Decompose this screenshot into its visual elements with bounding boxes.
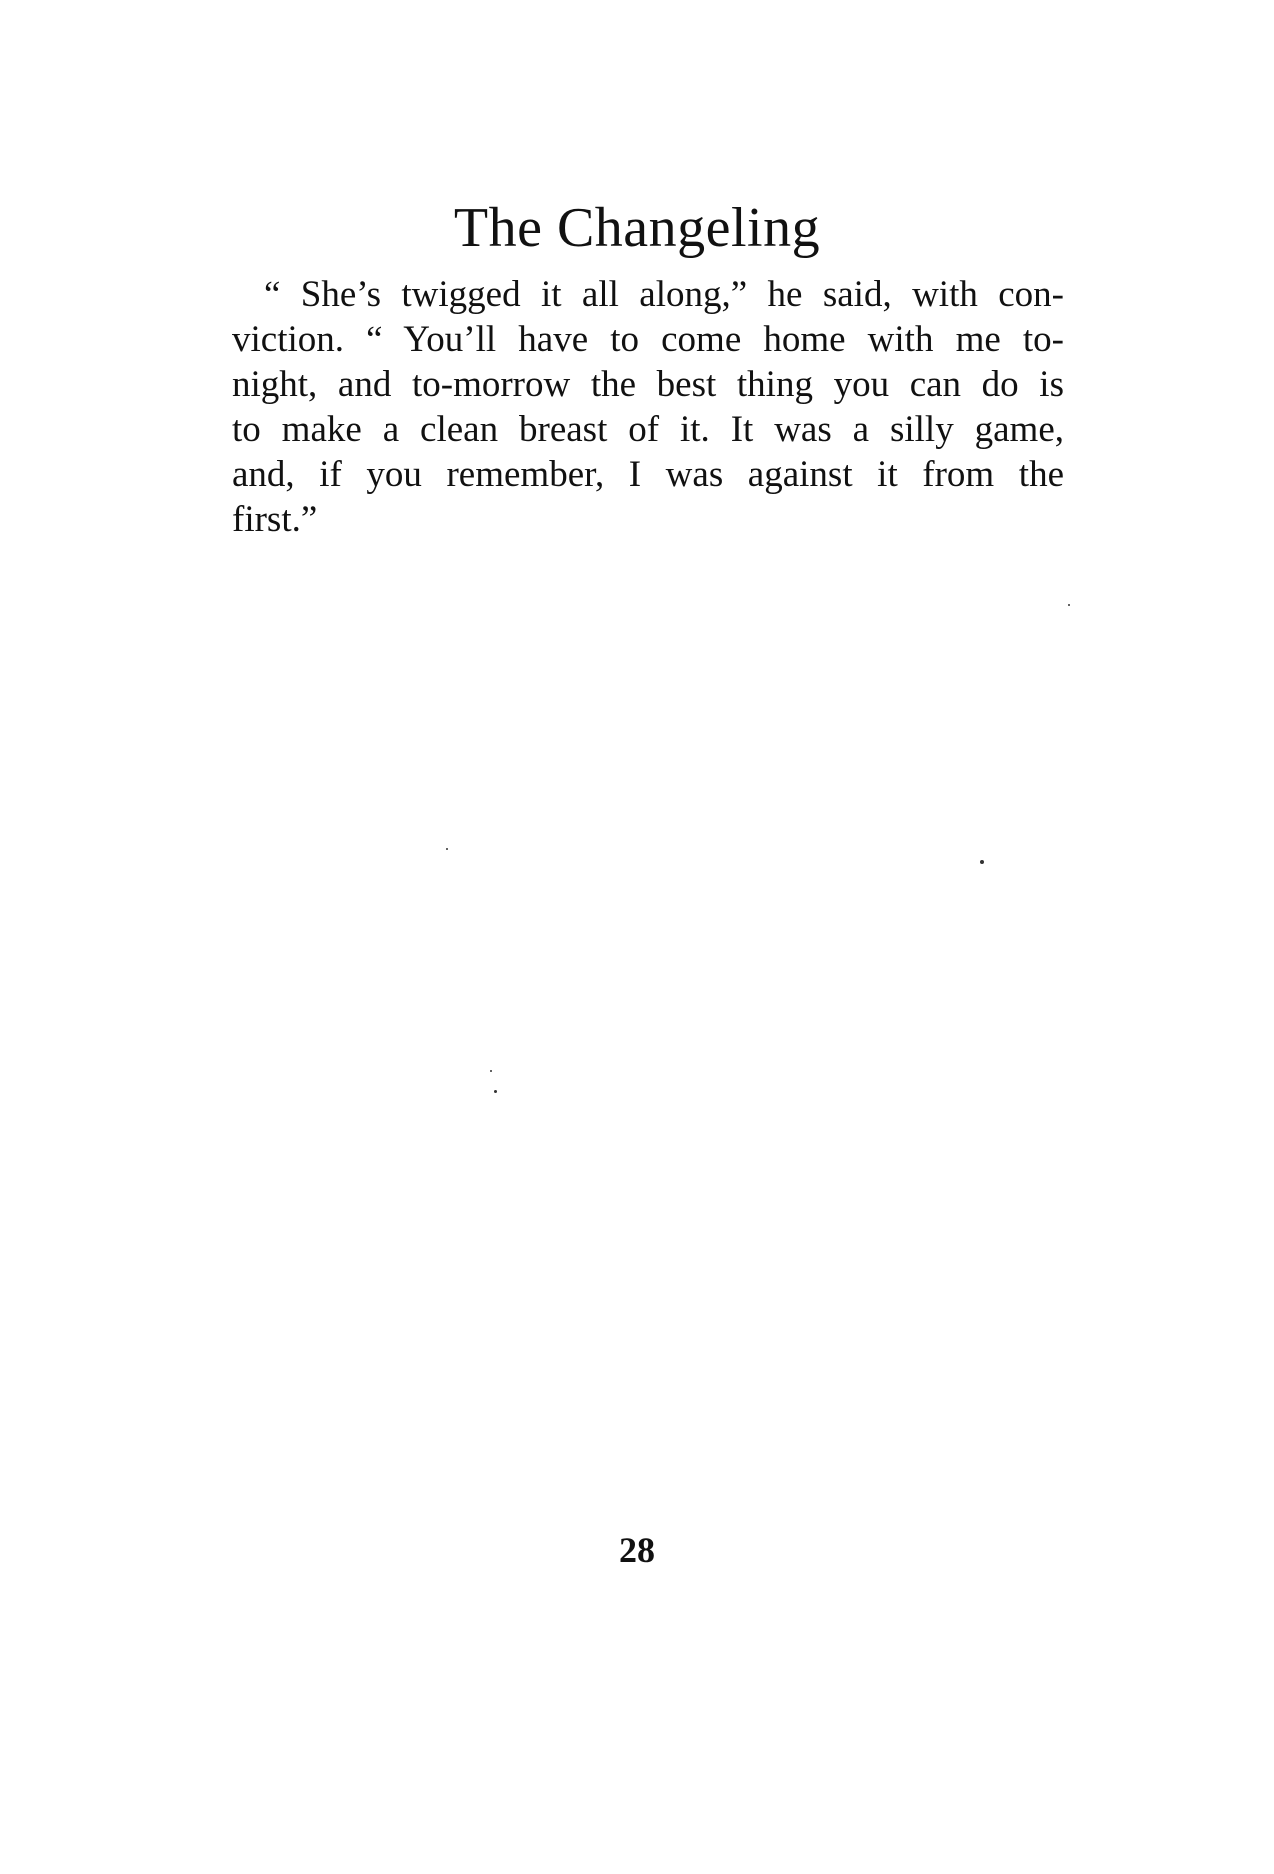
paragraph-line: first.” <box>232 499 318 540</box>
scan-speck <box>980 860 984 864</box>
paragraph-line: viction. “ You’ll have to come home with me to- <box>232 319 1064 360</box>
paragraph-line: “ She’s twigged it all along,” he said, with con- <box>264 274 1064 315</box>
running-head-title: The Changeling <box>453 197 821 259</box>
scan-speck <box>494 1090 497 1093</box>
paragraph-line: night, and to-morrow the best thing you can do is <box>232 364 1064 405</box>
scan-speck <box>446 848 448 850</box>
scan-speck <box>490 1070 492 1072</box>
paragraph-line: to make a clean breast of it. It was a silly game, <box>232 409 1064 450</box>
page-number: 28 <box>619 1530 655 1570</box>
paragraph-line: and, if you remember, I was against it from the <box>232 454 1064 495</box>
scan-speck <box>1068 604 1070 606</box>
body-paragraph <box>232 272 1064 542</box>
